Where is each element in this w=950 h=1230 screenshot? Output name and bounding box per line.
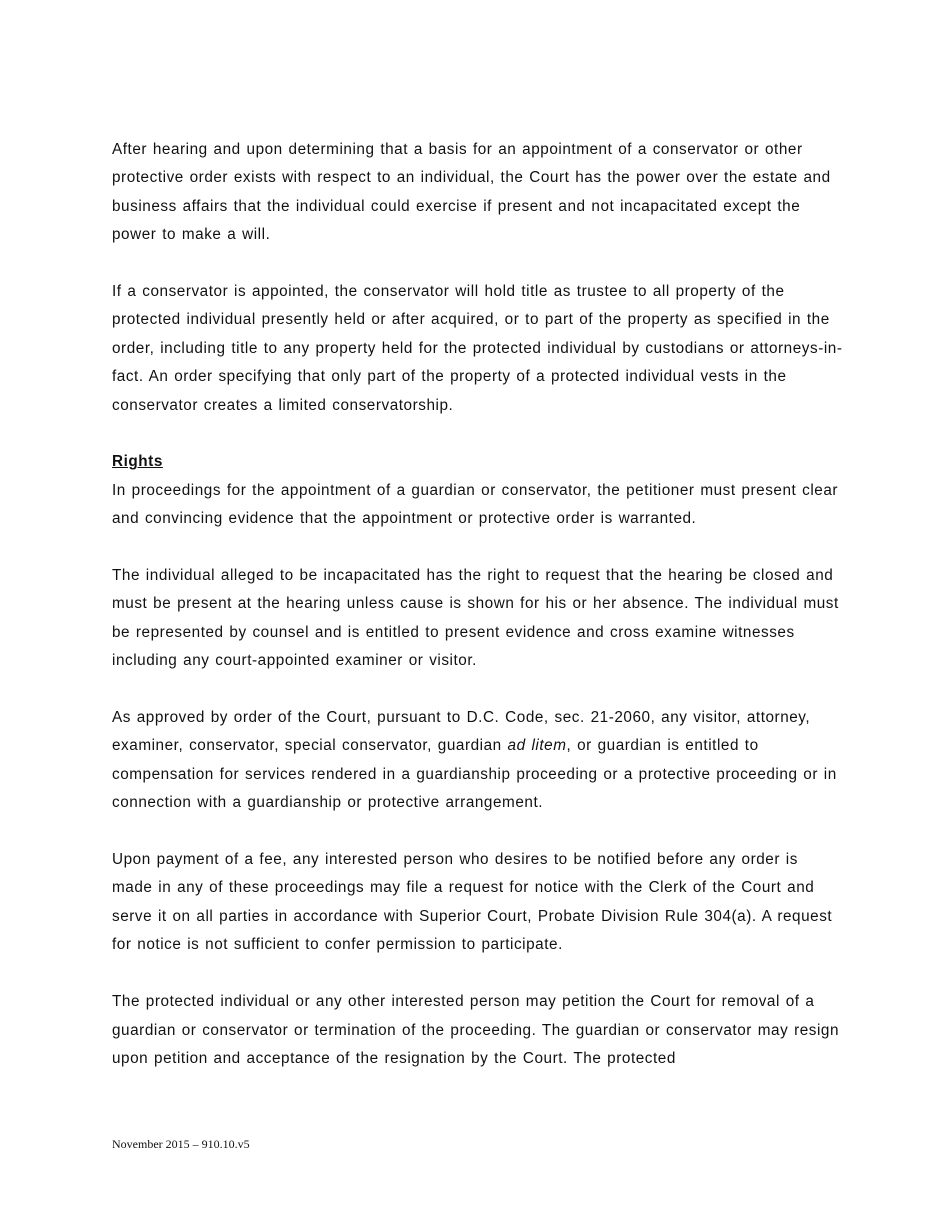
paragraph-removal-resignation: The protected individual or any other interested person may petition the Court for removal of a guardian or conservator or termination of the proceeding. The guardian or conservator may resign upon petition and acceptance of the resignation by the Court. The protected (112, 993, 840, 1067)
section-heading-rights: Rights (112, 453, 163, 471)
paragraph-conservator-powers: After hearing and upon determining that a basis for an appointment of a conservator or other protective order exists with respect to an individual, the Court has the power over the estate and business affairs that the individual could exercise if present and not incapacitated except the power to make a will. (112, 141, 831, 244)
ad-litem-italic: ad litem (507, 737, 567, 755)
page-footer: November 2015 – 910.10.v5 (112, 1137, 250, 1151)
paragraph-conservator-title: If a conservator is appointed, the conservator will hold title as trustee to all property of the protected individual presently held or after acquired, or to part of the property as specified in the order, including title to any property held for the protected individual by custodians or attorneys-in-fact. An order specifying that only part of the property of a protected individual vests in the conservator creates a limited conservatorship. (112, 283, 843, 414)
compensation-text-after: , or guardian is entitled to compensation for services rendered in a guardianship proceeding or a protective proceeding or in connection with a guardianship or protective arrangement. (112, 737, 837, 812)
paragraph-individual-rights: The individual alleged to be incapacitated has the right to request that the hearing be closed and must be present at the hearing unless cause is shown for his or her absence. The individual must be represented by counsel and is entitled to present evidence and cross examine witnesses including any court-appointed examiner or visitor. (112, 567, 839, 670)
paragraph-petitioner-evidence: In proceedings for the appointment of a guardian or conservator, the petitioner must present clear and convincing evidence that the appointment or protective order is warranted. (112, 481, 839, 528)
compensation-text-before: As approved by order of the Court, pursuant to D.C. Code, sec. 21-2060, any visitor, attorney, examiner, conservator, special conservator, guardian (112, 709, 811, 755)
paragraph-request-for-notice: Upon payment of a fee, any interested person who desires to be notified before any order is made in any of these proceedings may file a request for notice with the Clerk of the Court and serve it on all parties in accordance with Superior Court, Probate Division Rule 304(a). A request for notice is not sufficient to confer permission to participate. (112, 851, 833, 954)
paragraph-compensation (112, 704, 844, 818)
document-body (112, 136, 844, 1073)
